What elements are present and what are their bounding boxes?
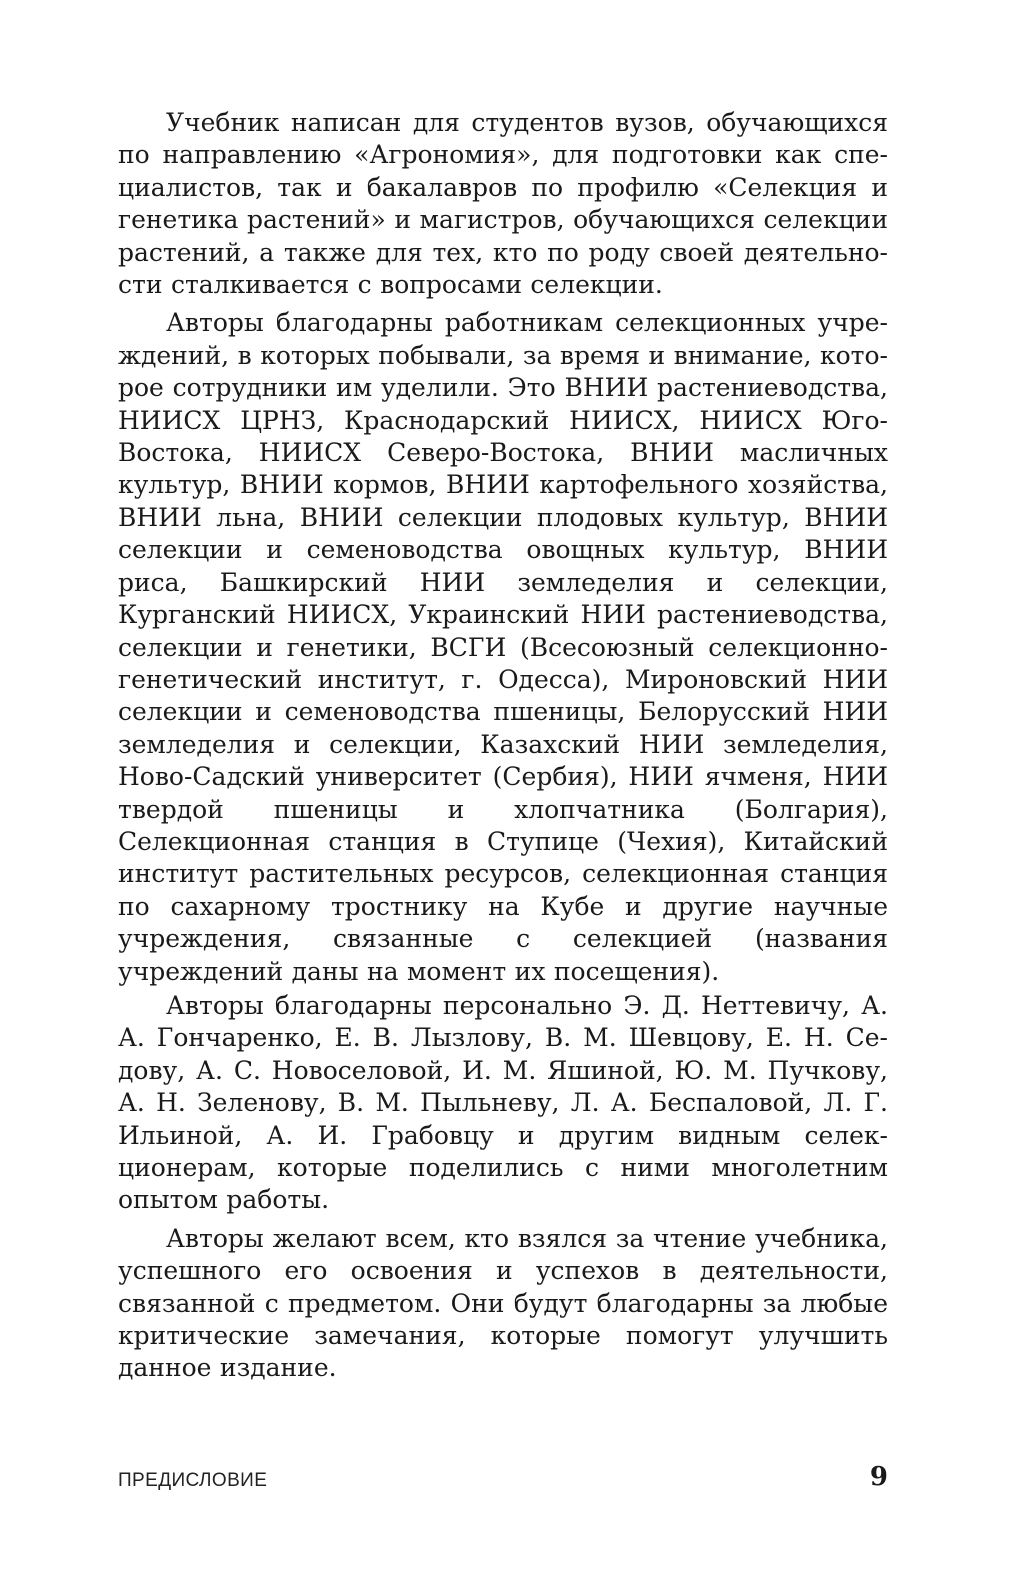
page-footer (118, 1462, 888, 1502)
running-head: ПРЕДИСЛОВИЕ (118, 1470, 268, 1491)
paragraph-acknowledgements: Авторы благодарны персонально Э. Д. Неттевичу, А. А. Гончаренко, Е. В. Лызлову, В. М. Шевцову, Е. Н. Седову, А. С. Новоселовой, И. М. Яшиной, Ю. М. Пучкову, А. Н. Зеленову, В. М. Пыльневу, Л. А. Беспаловой, Л. Г. Ильиной, А. И. Грабовцу и другим видным селекционерам, которые поделились с ними многолетним опытом работы. (118, 990, 888, 1215)
paragraph-wishes: Авторы желают всем, кто взялся за чтение учебника, успешного его освоения и успехов в деятельности, связанной с предметом. Они будут благодарны за любые критические замечания, которые помогут улучшить данное издание. (118, 1223, 888, 1383)
page-body (118, 107, 888, 1387)
page-number: 9 (869, 1462, 888, 1492)
paragraph-institutions: Авторы благодарны работникам селекционных учреждений, в которых побывали, за время и внимание, которое сотрудники им уделили. Это ВНИИ растениеводства, НИИСХ ЦРНЗ, Краснодарский НИИСХ, НИИСХ Юго-Востока, НИИСХ Северо-Востока, ВНИИ масличных культур, ВНИИ кормов, ВНИИ картофельного хозяйства, ВНИИ льна, ВНИИ селекции плодовых культур, ВНИИ селекции и семеноводства овощных культур, ВНИИ риса, Башкирский НИИ земледелия и селекции, Курганский НИИСХ, Украинский НИИ растениеводства, селекции и генетики, ВСГИ (Всесоюзный селекционно-генетический институт, г. Одесса), Мироновский НИИ селекции и семеноводства пшеницы, Белорусский НИИ земледелия и селекции, Казахский НИИ земледелия, Ново-Садский университет (Сербия), НИИ ячменя, НИИ твердой пшеницы и хлопчатника (Болгария), Селекционная станция в Ступице (Чехия), Китайский институт растительных ресурсов, селекционная станция по сахарному тростнику на Кубе и другие научные учреждения, связанные с селекцией (названия учреждений даны на момент их посещения). (118, 308, 888, 986)
paragraph-audience: Учебник написан для студентов вузов, обучающихся по направлению «Агрономия», для подготовки как специалистов, так и бакалавров по профилю «Селекция и генетика растений» и магистров, обучающихся селекции растений, а также для тех, кто по роду своей деятельности сталкивается с вопросами селекции. (118, 108, 888, 300)
